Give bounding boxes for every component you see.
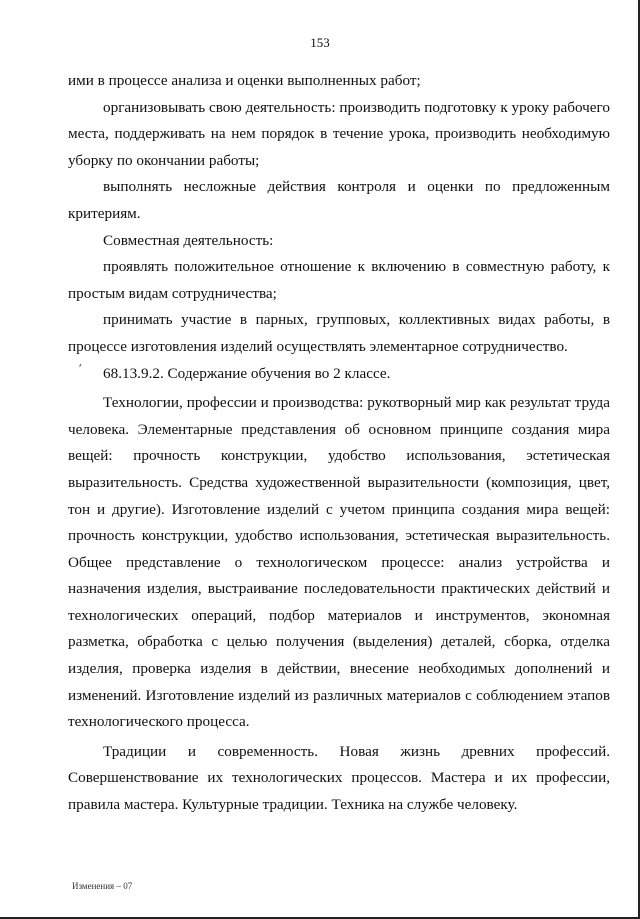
paragraph-5: проявлять положительное отношение к включению в совместную работу, к простым видам сотрудничества; <box>68 258 610 302</box>
paragraph-1: ими в процессе анализа и оценки выполненных работ; <box>68 72 421 89</box>
paragraph-3: выполнять несложные действия контроля и оценки по предложенным критериям. <box>68 178 610 222</box>
paragraph-8: Традиции и современность. Новая жизнь древних профессий. Совершенствование их технологических процессов. Мастера и их профессии, правила мастера. Культурные традиции. Техника на службе человеку. <box>68 742 610 814</box>
paragraph-2: организовывать свою деятельность: производить подготовку к уроку рабочего места, поддерживать на нем порядок в течение урока, производить необходимую уборку по окончании работы; <box>68 98 610 169</box>
body-text <box>68 68 610 819</box>
paragraph-4: Совместная деятельность: <box>103 231 274 249</box>
page-number: 153 <box>310 35 330 50</box>
margin-mark: ʹ <box>79 361 82 375</box>
paragraph-6: принимать участие в парных, групповых, коллективных видах работы, в процессе изготовления изделий осуществлять элементарное сотрудничество. <box>68 311 610 355</box>
footer-note: Изменения – 07 <box>72 881 133 891</box>
section-heading: 68.13.9.2. Содержание обучения во 2 классе. <box>103 364 391 382</box>
paragraph-7: Технологии, профессии и производства: рукотворный мир как результат труда человека. Элементарные представления об основном принципе создания мира вещей: прочность конструкции, удобство использования, эстетическая выразительность. Средства художественной выразительности (композиция, цвет, тон и другие). Изготовление изделий с учетом принципа создания мира вещей: прочность конструкции, удобство использования, эстетическая выразительность. Общее представление о технологическом процессе: анализ устройства и назначения изделия, выстраивание последовательности практических действий и технологических операций, подбор материалов и инструментов, экономная разметка, обработка с целью получения (выделения) деталей, сборка, отделка изделия, проверка изделия в действии, внесение необходимых дополнений и изменений. Изготовление изделий из различных материалов с соблюдением этапов технологического процесса. <box>68 394 610 731</box>
